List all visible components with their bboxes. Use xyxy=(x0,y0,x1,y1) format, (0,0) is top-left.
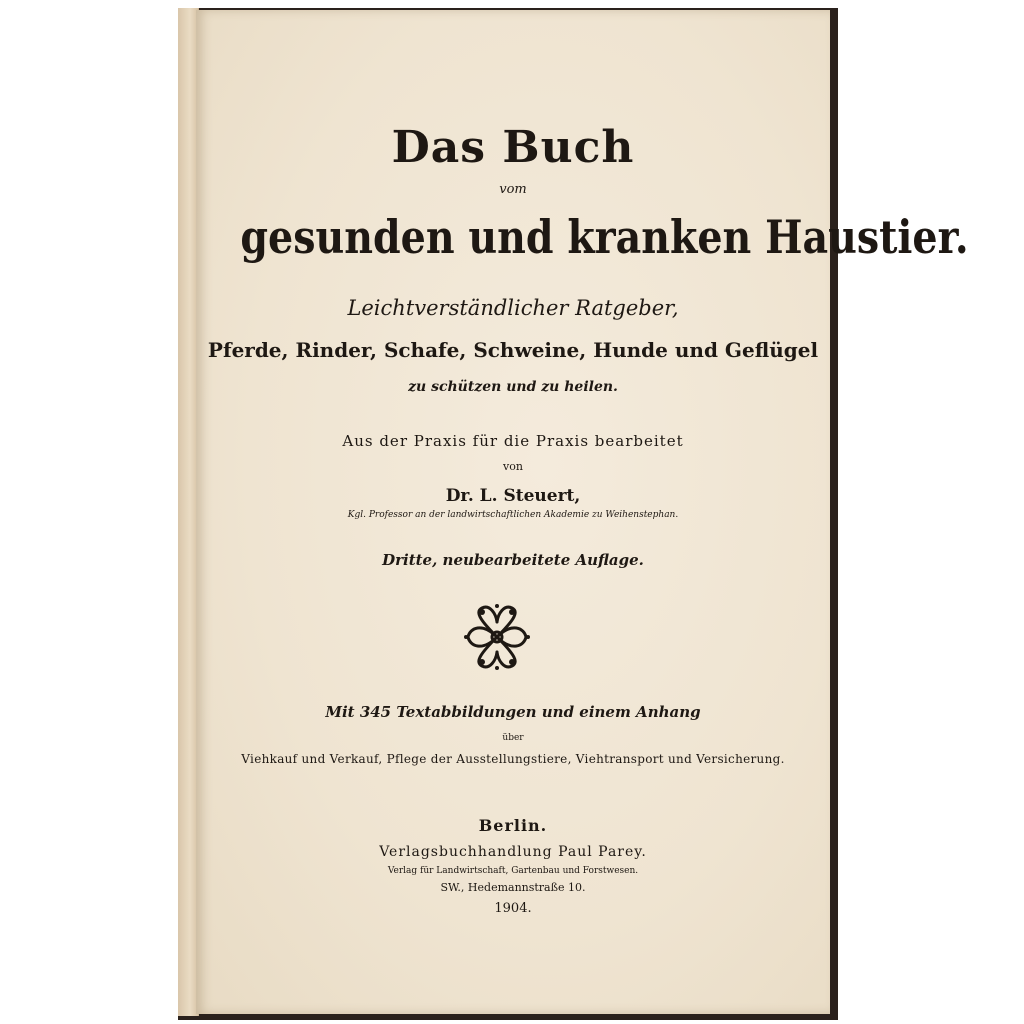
book-title-line-2: gesunden und kranken Haustier. xyxy=(240,210,969,264)
edition-line: Dritte, neubearbeitete Auflage. xyxy=(382,551,644,569)
ueber-line: über xyxy=(502,733,524,743)
author-title: Kgl. Professor an der landwirtschaftlichen Akademie zu Weihenstephan. xyxy=(347,510,679,520)
imprint-address: SW., Hedemannstraße 10. xyxy=(440,881,586,894)
subtitle-line-3: zu schützen und zu heilen. xyxy=(408,379,618,395)
praxis-line: Aus der Praxis für die Praxis bearbeitet xyxy=(342,432,684,450)
subtitle-line-2: Pferde, Rinder, Schafe, Schweine, Hunde und Geflügel xyxy=(207,338,819,362)
floral-ornament-icon xyxy=(462,602,532,672)
imprint-year: 1904. xyxy=(494,901,532,916)
book-title-vom: vom xyxy=(499,182,527,197)
title-page xyxy=(196,10,969,1014)
author-name: Dr. L. Steuert, xyxy=(445,486,581,506)
von-line: von xyxy=(503,460,523,473)
imprint-city: Berlin. xyxy=(478,816,548,835)
book-title-line-1: Das Buch xyxy=(391,122,635,173)
appendix-topics: Viehkauf und Verkauf, Pflege der Ausstellungstiere, Viehtransport und Versicherung. xyxy=(241,752,785,766)
illustrations-line: Mit 345 Textabbildungen und einem Anhang xyxy=(325,703,701,721)
imprint-publisher-sub: Verlag für Landwirtschaft, Gartenbau und Forstwesen. xyxy=(387,866,639,876)
subtitle-line-1: Leichtverständlicher Ratgeber, xyxy=(347,296,679,320)
imprint-publisher: Verlagsbuchhandlung Paul Parey. xyxy=(379,844,647,860)
